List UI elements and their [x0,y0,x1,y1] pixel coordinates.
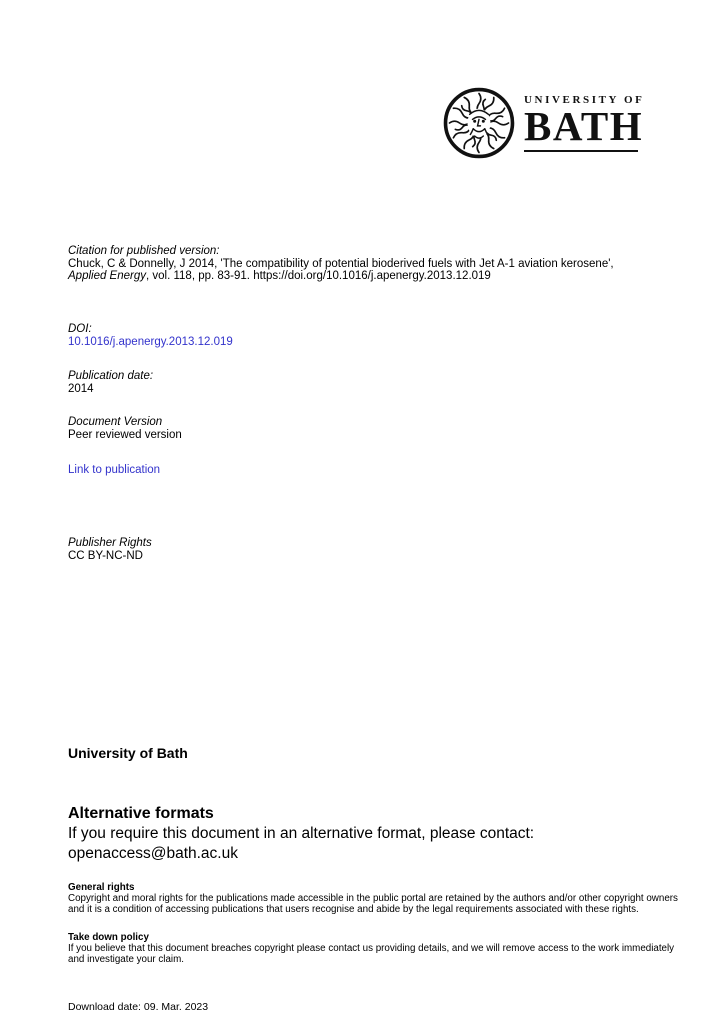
university-wordmark [524,94,645,152]
citation-section [68,245,683,283]
document-version-value: Peer reviewed version [68,428,182,441]
university-heading: University of Bath [68,745,188,761]
alternative-formats-email: openaccess@bath.ac.uk [68,845,238,863]
publisher-rights-section [68,537,683,562]
alternative-formats-line1: If you require this document in an alternative format, please contact: [68,825,535,843]
take-down-policy-body: If you believe that this document breaches copyright please contact us providing details, and we will remove access to the work immediately and investigate your claim. [68,943,675,966]
university-logo [443,87,645,159]
alternative-formats-section [68,804,683,864]
doi-link[interactable]: 10.1016/j.apenergy.2013.12.019 [68,335,233,348]
take-down-policy-heading: Take down policy [68,932,149,943]
publication-date-value: 2014 [68,382,94,395]
citation-label: Citation for published version: [68,245,220,257]
download-date: Download date: 09. Mar. 2023 [68,1001,209,1013]
publisher-rights-label: Publisher Rights [68,537,152,549]
doi-section [68,323,683,348]
link-to-publication-section [68,464,683,477]
publisher-rights-value: CC BY-NC-ND [68,549,143,562]
doi-label: DOI: [68,323,92,335]
general-rights-section [68,882,683,915]
document-version-section [68,416,683,441]
wordmark-bath: BATH [524,102,644,149]
document-version-label: Document Version [68,416,163,428]
take-down-policy-section [68,932,683,965]
general-rights-body: Copyright and moral rights for the publications made accessible in the public portal are retained by the authors and/or other copyright owners and it is a condition of accessing publications that users recognise and abide by the legal requirements associated with these rights. [68,893,678,916]
citation-line1: Chuck, C & Donnelly, J 2014, 'The compatibility of potential bioderived fuels with Jet A-1 aviation kerosene', [68,257,614,270]
wordmark-underline [524,150,638,153]
citation-line2-rest: , vol. 118, pp. 83-91. https://doi.org/10.1016/j.apenergy.2013.12.019 [146,270,491,283]
wordmark-university-of: UNIVERSITY OF [524,93,645,106]
alternative-formats-heading: Alternative formats [68,805,214,822]
publication-date-section [68,370,683,395]
university-crest-icon [443,87,515,159]
citation-journal: Applied Energy [68,270,146,283]
general-rights-heading: General rights [68,882,135,893]
publication-date-label: Publication date: [68,370,154,382]
link-to-publication[interactable]: Link to publication [68,464,161,476]
citation-line2 [68,270,683,283]
